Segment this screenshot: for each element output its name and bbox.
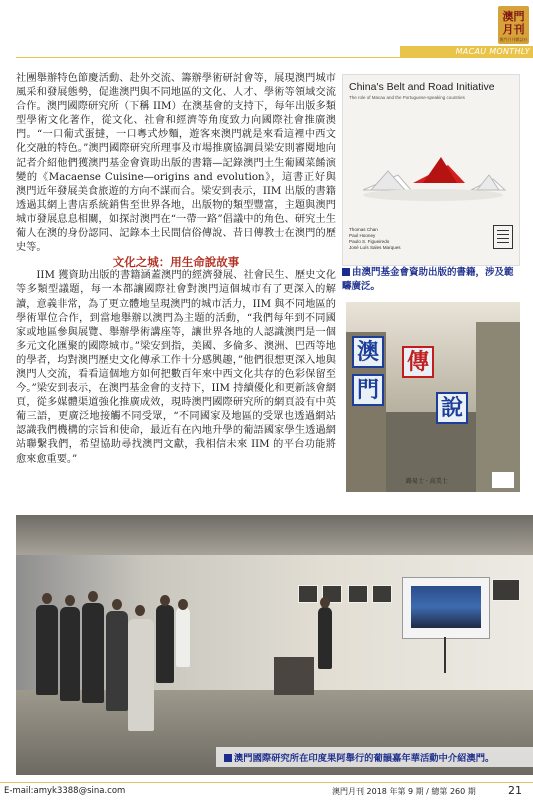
book-subtitle: The role of Macau and the Portuguese-speaking countries	[349, 95, 465, 100]
book-caption-text: 由澳門基金會資助出版的書籍，涉及範疇廣泛。	[342, 267, 514, 292]
footer-issue: 澳門月刊 2018 年第 9 期 / 總第 260 期	[332, 787, 476, 796]
logo-line-2: 月刊	[502, 23, 525, 36]
paper-boat-illustration	[353, 135, 513, 215]
event-photo	[16, 515, 533, 775]
publisher-logo	[493, 225, 513, 249]
magazine-logo	[498, 6, 529, 44]
footer-email: E-mail:amyk3388@sina.com	[4, 786, 126, 796]
section-title: MACAU MONTHLY	[455, 47, 530, 56]
title-char: 澳	[352, 336, 384, 368]
article-paragraph: IIM 獲資助出版的書籍涵蓋澳門的經濟發展、社會民生、歷史文化等多類型議題，每一本都讓國際社會對澳門這個城市有了更深入的解讀，意義非常，為了更立體地呈現澳門的城市活力，IIM 與不同地區的學術單位合作，到當地舉辦以澳門為主題的活動，“我們每年到不同國家或地區參與展覽、舉辦學術講座等，讓世界各地的人認識澳門是一個多元文化匯聚的國際城市。”梁安到指，美國、多倫多、澳洲、巴西等地的學者，均對澳門歷史文化傳承工作十分感興趣，”他們很想更深入地與澳門人交流，看看這個地方如何把數百年來中西文化共存的色彩保留至今。”梁安到表示，在澳門基金會的支持下，IIM 持續優化和更新該會網頁，從多媒體渠道強化推廣成效，現時澳門國際研究所的網頁設有中英葡三語，更廣泛地接觸不同受眾，“不同國家及地區的受眾也透過網站認識我們機構的宗旨和使命，最近有在內地升學的葡語國家學生透過網站聯繫我們，希望協助尋找澳門文獻，我相信未來 IIM 的平台功能將愈來愈重要。”	[16, 270, 336, 465]
book-caption	[342, 266, 522, 294]
logo-tagline: 澳門月刊雜誌社	[499, 37, 528, 42]
book-author: José Luís Sales Marques	[349, 245, 401, 250]
page-number: 21	[508, 784, 522, 797]
article-body	[16, 72, 336, 467]
table	[274, 657, 314, 695]
building	[476, 322, 520, 492]
footer-divider	[0, 782, 533, 783]
publisher-logo	[492, 472, 514, 488]
title-char: 說	[436, 392, 468, 424]
book-cover-belt-and-road	[342, 74, 520, 266]
book-authors	[349, 227, 401, 251]
book-author: Paulo S. Figueiredo	[349, 239, 390, 244]
book-cover-macau-legends	[346, 302, 520, 492]
caption-square-icon	[224, 754, 232, 762]
projector-screen	[402, 577, 490, 639]
header-divider	[16, 57, 533, 58]
caption-square-icon	[342, 268, 350, 276]
book-title: China's Belt and Road Initiative	[349, 81, 495, 93]
logo-line-1: 澳門	[502, 10, 525, 23]
book-author: Thomas Chan	[349, 227, 378, 232]
article-paragraph: 社團舉辦特色節慶活動、赴外交流、籌辦學術研討會等，展現澳門城市風采和發展態勢，促進澳門與不同地區的文化、人才、學術等領域交流合作。澳門國際研究所（下稱 IIM）在澳基會的支持下，每年出版多類型學術文化著作，從文化、社會和經濟等角度致力向國際社會推廣澳門。“一口葡式蛋撻，一口粵式炒麵，遊客來澳門就是來看這裡中西文化交融的特色。”澳門國際研究所理事及市場推廣協調員梁安則審閱地向記者介紹他們獲澳門基金會資助出版的書籍—記錄澳門土生葡國菜餚演變的《Macaense Cuisine—origins and evolution》，這書正好與澳門近年發展美食旅遊的方向不謀而合。梁安到表示，IIM 出版的書籍透過其網上書店系統銷售至世界各地，出版物的類型豐富，主題與澳門城市發展息息相關，如探討澳門在“一帶一路”倡議中的角色、研究土生葡人在澳的身份認同、記錄本土民間信俗傳說、昔日傳教士在澳門的歷史等。	[16, 73, 336, 254]
title-char: 傳	[402, 346, 434, 378]
photo-caption	[224, 750, 494, 764]
photo-caption-text: 澳門國際研究所在印度果阿舉行的葡韻嘉年華活動中介紹澳門。	[234, 753, 495, 764]
book-author: 路易士 · 高美士	[406, 478, 448, 485]
book-author: Paul Hooney	[349, 233, 376, 238]
title-char: 門	[352, 374, 384, 406]
article-subheading: 文化之城：用生命說故事	[112, 255, 240, 270]
